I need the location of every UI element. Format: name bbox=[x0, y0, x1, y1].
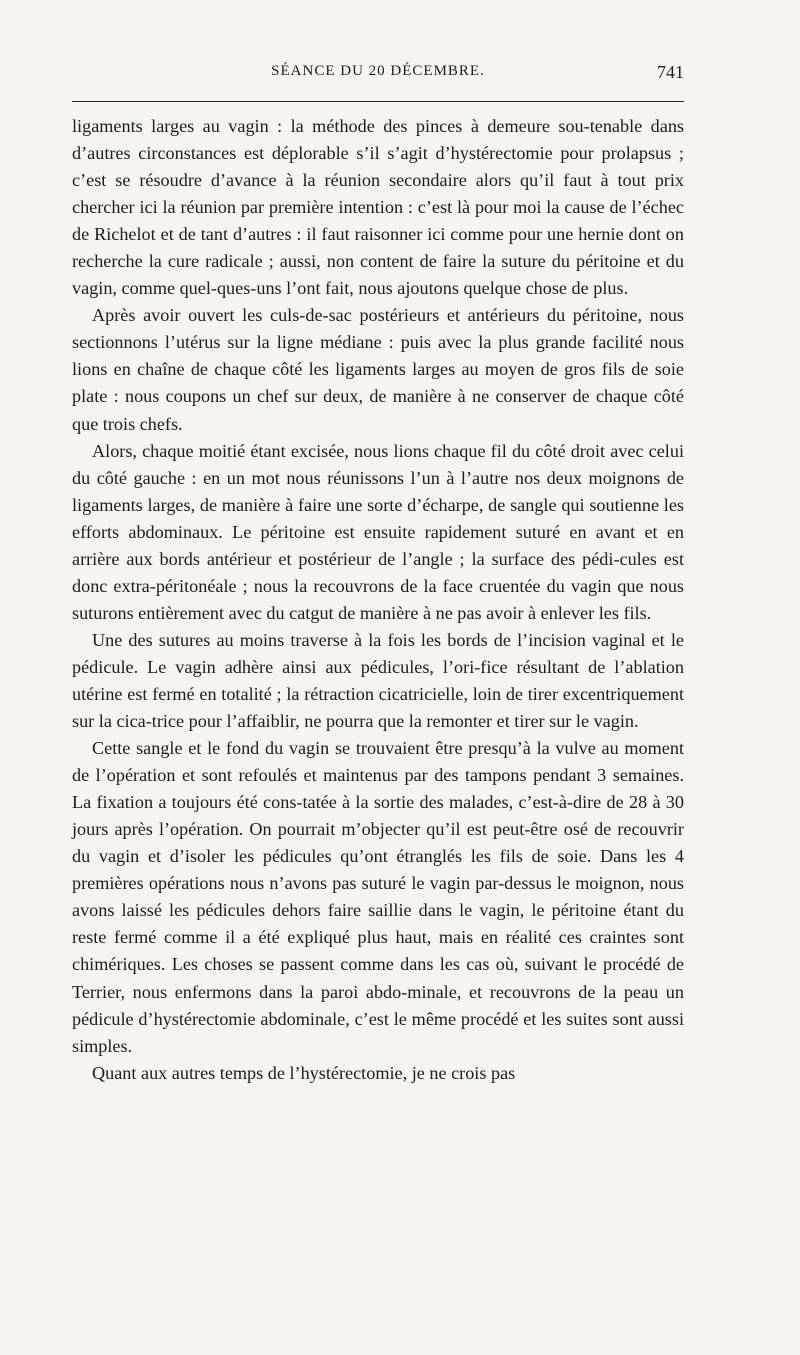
paragraph: Une des sutures au moins traverse à la fois les bords de l’incision vaginal et le pédicule. Le vagin adhère ainsi aux pédicules, l’ori-fice résultant de l’ablation utérine est fermé en totalité ; la rétraction cicatricielle, loin de tirer excentriquement sur la cica-trice pour l’affaiblir, ne pourra que la remonter et tirer sur le vagin. bbox=[72, 629, 684, 732]
paragraph: Alors, chaque moitié étant excisée, nous lions chaque fil du côté droit avec celui du côté gauche : en un mot nous réunissons l’un à l’autre nos deux moignons de ligaments larges, de manière à faire une sorte d’écharpe, de sangle qui soutienne les efforts abdominaux. Le péritoine est ensuite rapidement suturé en avant et en arrière aux bords antérieur et postérieur de l’angle ; la surface des pédi-cules est donc extra-péritonéale ; nous la recouvrons de la face cruentée du vagin que nous suturons entièrement avec du catgut de manière à ne pas avoir à enlever les fils. bbox=[72, 440, 684, 623]
paragraph-continued: ligaments larges au vagin : la méthode des pinces à demeure sou-tenable dans d’autres circonstances est déplorable s’il s’agit d’hystérectomie pour prolapsus ; c’est se résoudre d’avance à la réunion secondaire alors qu’il faut à tout prix chercher ici la réunion par première intention : c’est là pour moi la cause de l’échec de Richelot et de tant d’autres : il faut raisonner ici comme pour une hernie dont on recherche la cure radicale ; aussi, non content de faire la suture du péritoine et du vagin, comme quel-ques-uns l’ont fait, nous ajoutons quelque chose de plus. bbox=[72, 116, 684, 299]
paragraph: Quant aux autres temps de l’hystérectomie, je ne crois pas bbox=[92, 1062, 516, 1083]
page-header bbox=[72, 63, 684, 87]
body-text bbox=[72, 113, 684, 1087]
running-title: SÉANCE DU 20 DÉCEMBRE. bbox=[271, 63, 485, 79]
paragraph: Cette sangle et le fond du vagin se trouvaient être presqu’à la vulve au moment de l’opération et sont refoulés et maintenus par des tampons pendant 3 semaines. La fixation a toujours été cons-tatée à la sortie des malades, c’est-à-dire de 28 à 30 jours après l’opération. On pourrait m’objecter qu’il est peut-être osé de recouvrir du vagin et d’isoler les pédicules qu’ont étranglés les fils de soie. Dans les 4 premières opérations nous n’avons pas suturé le vagin par-dessus le moignon, nous avons laissé les pédicules dehors faire saillie dans le vagin, le péritoine étant du reste fermé comme il a été expliqué plus haut, mais en réalité ces craintes sont chimériques. Les choses se passent comme dans les cas où, suivant le procédé de Terrier, nous enfermons dans la paroi abdo-minale, et recouvrons de la peau un pédicule d’hystérectomie abdominale, c’est le même procédé et les suites sont aussi simples. bbox=[72, 738, 684, 1056]
page-number: 741 bbox=[657, 62, 684, 82]
paragraph: Après avoir ouvert les culs-de-sac postérieurs et antérieurs du péritoine, nous sectionnons l’utérus sur la ligne médiane : puis avec la plus grande facilité nous lions en chaîne de chaque côté les ligaments larges au moyen de gros fils de soie plate : nous coupons un chef sur deux, de manière à ne conserver de chaque côté que trois chefs. bbox=[72, 305, 684, 434]
header-rule bbox=[72, 101, 684, 102]
